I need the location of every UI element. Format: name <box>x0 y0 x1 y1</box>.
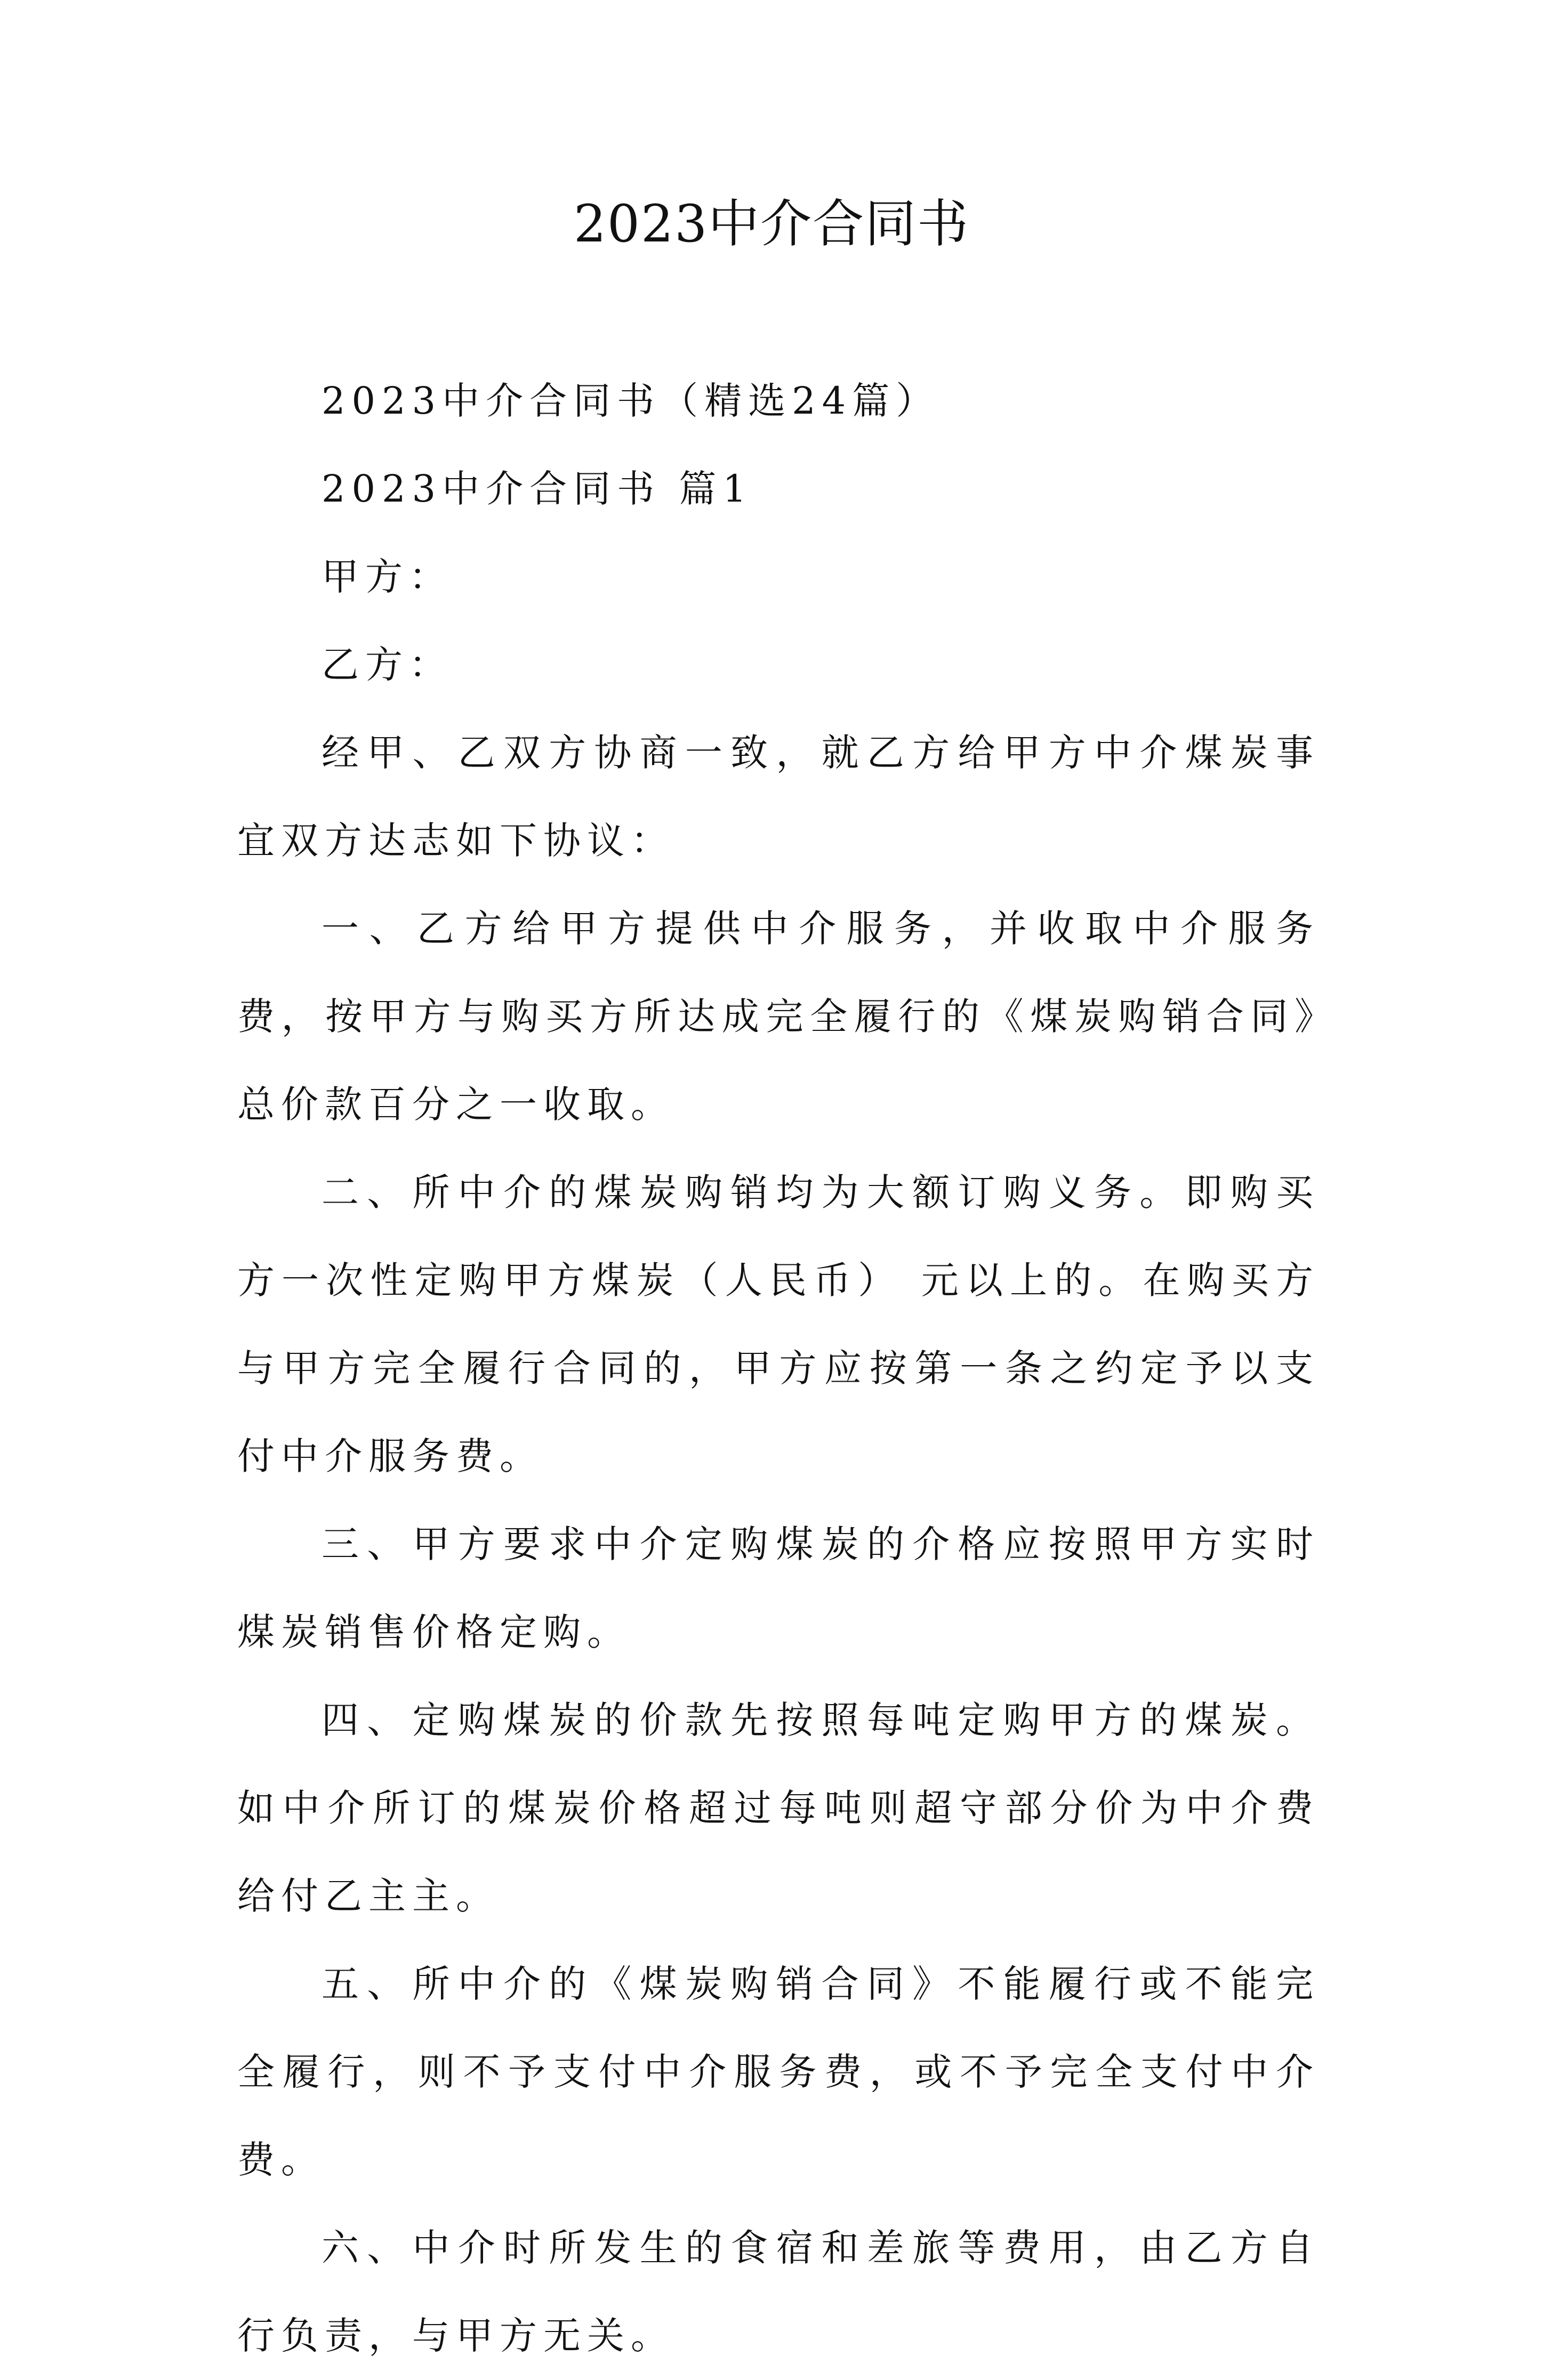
clause-3: 三、甲方要求中介定购煤炭的介格应按照甲方实时煤炭销售价格定购。 <box>237 1522 1320 1654</box>
document-body <box>237 357 1320 2380</box>
section-heading: 2023中介合同书 篇1 <box>322 467 753 511</box>
party-b-line: 乙方： <box>322 643 453 687</box>
clause-2: 二、所中介的煤炭购销均为大额订购义务。即购买方一次性定购甲方煤炭（人民币） 元以上的。在购买方与甲方完全履行合同的，甲方应按第一条之约定予以支付中介服务费。 <box>237 1171 1320 1478</box>
clause-1: 一、乙方给甲方提供中介服务，并收取中介服务费，按甲方与购买方所达成完全履行的《煤炭购销合同》总价款百分之一收取。 <box>237 907 1320 1126</box>
party-a-line: 甲方： <box>322 555 453 599</box>
clause-6: 六、中介时所发生的食宿和差旅等费用，由乙方自行负责，与甲方无关。 <box>237 2226 1320 2358</box>
clause-4: 四、定购煤炭的价款先按照每吨定购甲方的煤炭。如中介所订的煤炭价格超过每吨则超守部分价为中介费给付乙主主。 <box>237 1698 1320 1918</box>
clause-5: 五、所中介的《煤炭购销合同》不能履行或不能完全履行，则不予支付中介服务费，或不予完全支付中介费。 <box>237 1962 1320 2182</box>
document-title: 2023中介合同书 <box>573 194 970 254</box>
preamble-paragraph: 经甲、乙双方协商一致，就乙方给甲方中介煤炭事宜双方达志如下协议： <box>237 731 1320 862</box>
subtitle-paragraph: 2023中介合同书（精选24篇） <box>322 379 940 423</box>
